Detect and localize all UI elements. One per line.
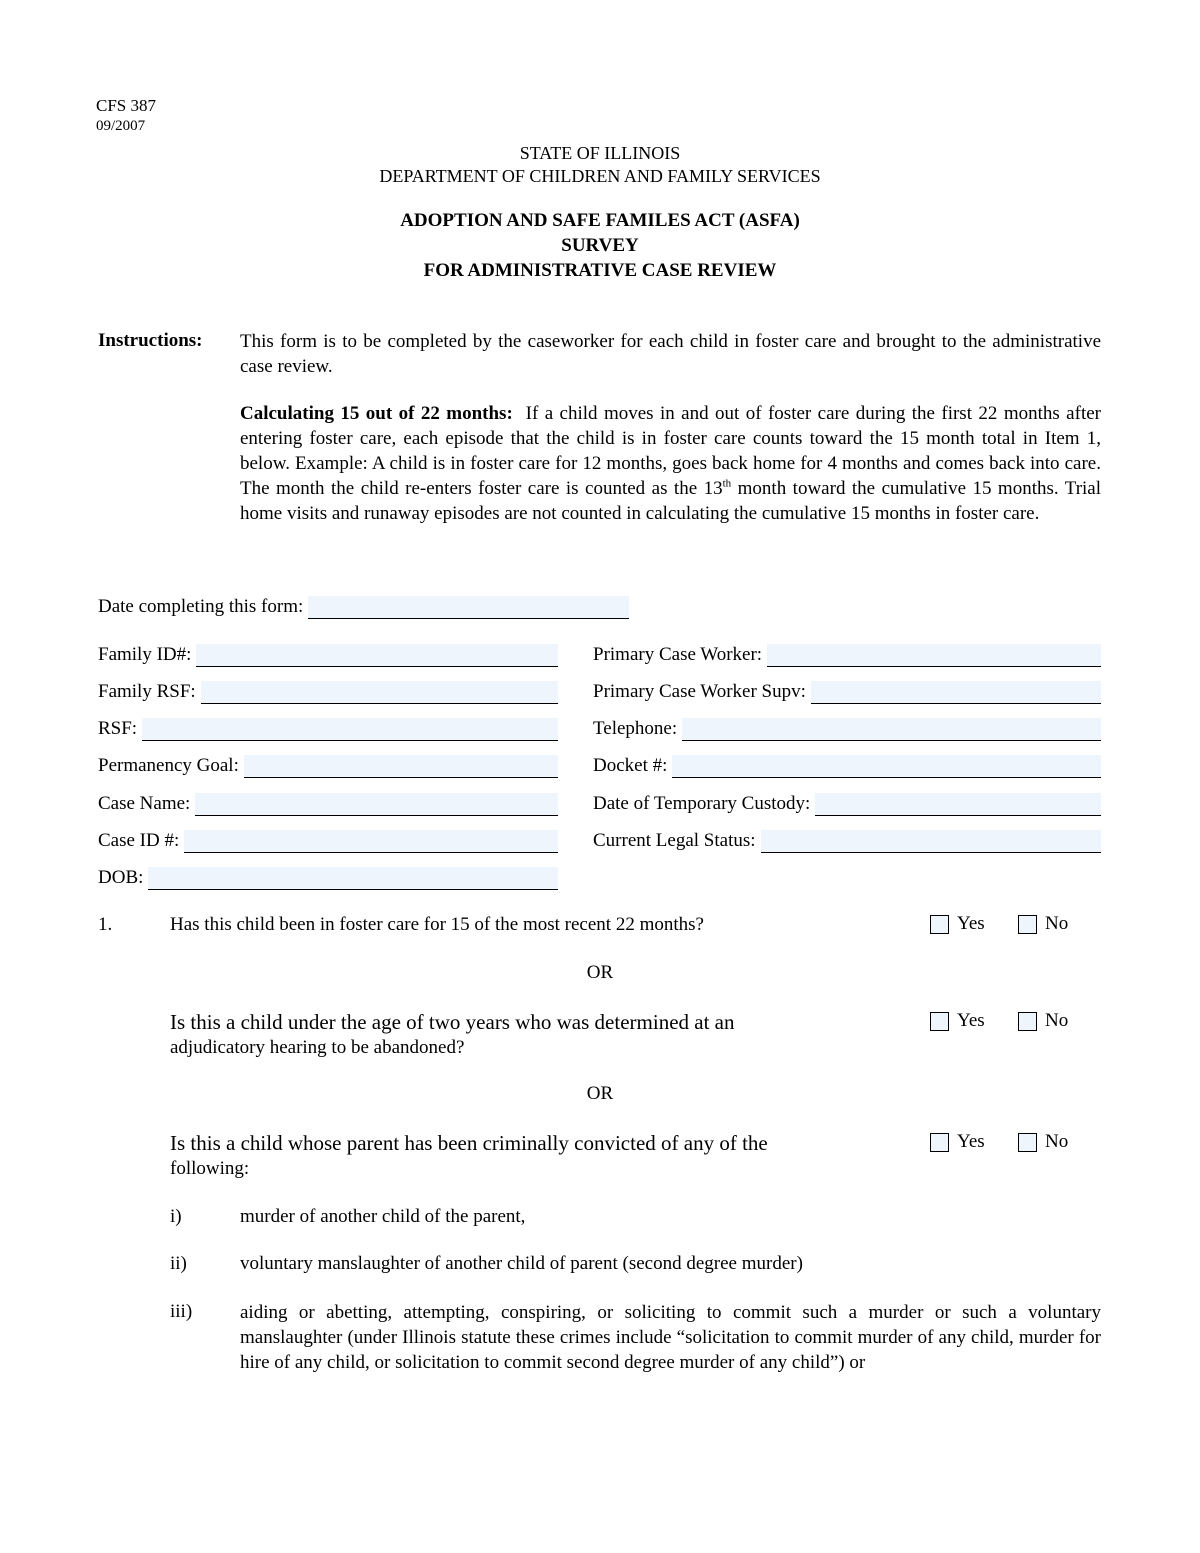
question-c-yes-checkbox[interactable] <box>930 1133 949 1152</box>
case-id-label: Case ID #: <box>98 830 180 851</box>
temporary-custody-date-row <box>593 790 1101 816</box>
docket-field[interactable] <box>672 755 1101 778</box>
question-a-no[interactable] <box>1018 913 1068 935</box>
primary-case-worker-label: Primary Case Worker: <box>593 644 763 665</box>
question-a-no-checkbox[interactable] <box>1018 915 1037 934</box>
family-rsf-field[interactable] <box>201 681 558 704</box>
case-name-field[interactable] <box>195 793 558 816</box>
question-c-line1: Is this a child whose parent has been criminally convicted of any of the <box>170 1131 768 1155</box>
item-ii-text: voluntary manslaughter of another child of parent (second degree murder) <box>240 1253 803 1274</box>
rsf-label: RSF: <box>98 718 138 739</box>
question-c-no-label: No <box>1045 1131 1069 1152</box>
docket-label: Docket #: <box>593 755 668 776</box>
family-id-field[interactable] <box>196 644 558 667</box>
permanency-goal-label: Permanency Goal: <box>98 755 239 776</box>
calculation-text-b: month toward the cumulative 15 months. Trial home visits and runaway episodes are not counted in calculating the cumulative 15 months in foster care. <box>240 478 1102 524</box>
question-a-yes-checkbox[interactable] <box>930 915 949 934</box>
rsf-field[interactable] <box>142 718 558 741</box>
item-i-text: murder of another child of the parent, <box>240 1206 526 1227</box>
question-b-yes-label: Yes <box>957 1010 985 1031</box>
superscript-th: th <box>722 477 732 490</box>
question-b-yes[interactable] <box>930 1010 985 1032</box>
question-b-no[interactable] <box>1018 1010 1068 1032</box>
item-i-number: i) <box>170 1206 182 1227</box>
question-number: 1. <box>98 914 113 935</box>
form-title-line2: SURVEY <box>561 235 639 256</box>
or-separator-2: OR <box>586 1083 614 1104</box>
family-rsf-row <box>98 678 558 704</box>
telephone-field[interactable] <box>682 718 1101 741</box>
telephone-row <box>593 715 1101 741</box>
permanency-goal-field[interactable] <box>244 755 558 778</box>
question-a-no-label: No <box>1045 913 1069 934</box>
legal-status-row <box>593 827 1101 853</box>
date-completing-field[interactable] <box>308 596 629 619</box>
case-name-label: Case Name: <box>98 793 191 814</box>
question-c-yes[interactable] <box>930 1131 985 1153</box>
primary-case-worker-field[interactable] <box>767 644 1101 667</box>
form-number: CFS 387 <box>96 96 156 115</box>
family-rsf-label: Family RSF: <box>98 681 196 702</box>
date-completing-label: Date completing this form: <box>98 596 304 617</box>
legal-status-field[interactable] <box>761 830 1101 853</box>
instructions-text <box>240 329 1101 379</box>
date-completing-row <box>98 593 629 619</box>
question-c-no[interactable] <box>1018 1131 1068 1153</box>
case-name-row <box>98 790 558 816</box>
dob-label: DOB: <box>98 867 144 888</box>
question-c-line2: following: <box>170 1158 250 1179</box>
calculation-paragraph <box>240 401 1101 526</box>
question-b-line1: Is this a child under the age of two years who was determined at an <box>170 1010 735 1034</box>
instructions-label: Instructions: <box>98 330 203 351</box>
family-id-row <box>98 641 558 667</box>
docket-row <box>593 752 1101 778</box>
or-separator-1: OR <box>586 962 614 983</box>
question-c-yes-label: Yes <box>957 1131 985 1152</box>
permanency-goal-row <box>98 752 558 778</box>
legal-status-label: Current Legal Status: <box>593 830 756 851</box>
department-name: DEPARTMENT OF CHILDREN AND FAMILY SERVICES <box>379 166 821 186</box>
dob-field[interactable] <box>148 867 558 890</box>
question-a-yes-label: Yes <box>957 913 985 934</box>
question-c-no-checkbox[interactable] <box>1018 1133 1037 1152</box>
item-iii-text: aiding or abetting, attempting, conspiring, or soliciting to commit such a murder or such a voluntary manslaughter (under Illinois statute these crimes include “solicitation to commit murder of any child, murder for hire of any child, or solicitation to commit second degree murder of any child”) or <box>240 1302 1101 1373</box>
dob-row <box>98 864 558 890</box>
item-iii-number: iii) <box>170 1301 193 1322</box>
temporary-custody-date-label: Date of Temporary Custody: <box>593 793 811 814</box>
calculation-label: Calculating 15 out of 22 months: <box>240 403 513 424</box>
question-b-no-label: No <box>1045 1010 1069 1031</box>
state-name: STATE OF ILLINOIS <box>519 143 681 163</box>
item-ii-number: ii) <box>170 1253 187 1274</box>
case-id-field[interactable] <box>184 830 558 853</box>
case-worker-supv-label: Primary Case Worker Supv: <box>593 681 806 702</box>
form-title-line3: FOR ADMINISTRATIVE CASE REVIEW <box>423 260 777 281</box>
case-id-row <box>98 827 558 853</box>
form-title-line1: ADOPTION AND SAFE FAMILES ACT (ASFA) <box>400 210 800 231</box>
form-date: 09/2007 <box>96 118 146 134</box>
calculation-text-a: If a child moves in and out of foster care during the first 22 months after entering foster care, each episode that the child is in foster care counts toward the 15 month total in Item 1, below. Example: A child is in foster care for 12 months, goes back home for 4 months and comes back into care. The month the child re-enters foster care is counted as the 13 <box>240 403 1101 499</box>
primary-case-worker-row <box>593 641 1101 667</box>
temporary-custody-date-field[interactable] <box>815 793 1101 816</box>
case-worker-supv-field[interactable] <box>811 681 1101 704</box>
question-a-yes[interactable] <box>930 913 985 935</box>
instructions-body: This form is to be completed by the caseworker for each child in foster care and brought to the administrative case review. <box>240 331 1101 377</box>
question-b-line2: adjudicatory hearing to be abandoned? <box>170 1037 465 1058</box>
rsf-row <box>98 715 558 741</box>
family-id-label: Family ID#: <box>98 644 192 665</box>
question-a-text: Has this child been in foster care for 15 of the most recent 22 months? <box>170 914 704 935</box>
case-worker-supv-row <box>593 678 1101 704</box>
question-b-yes-checkbox[interactable] <box>930 1012 949 1031</box>
telephone-label: Telephone: <box>593 718 678 739</box>
question-b-no-checkbox[interactable] <box>1018 1012 1037 1031</box>
